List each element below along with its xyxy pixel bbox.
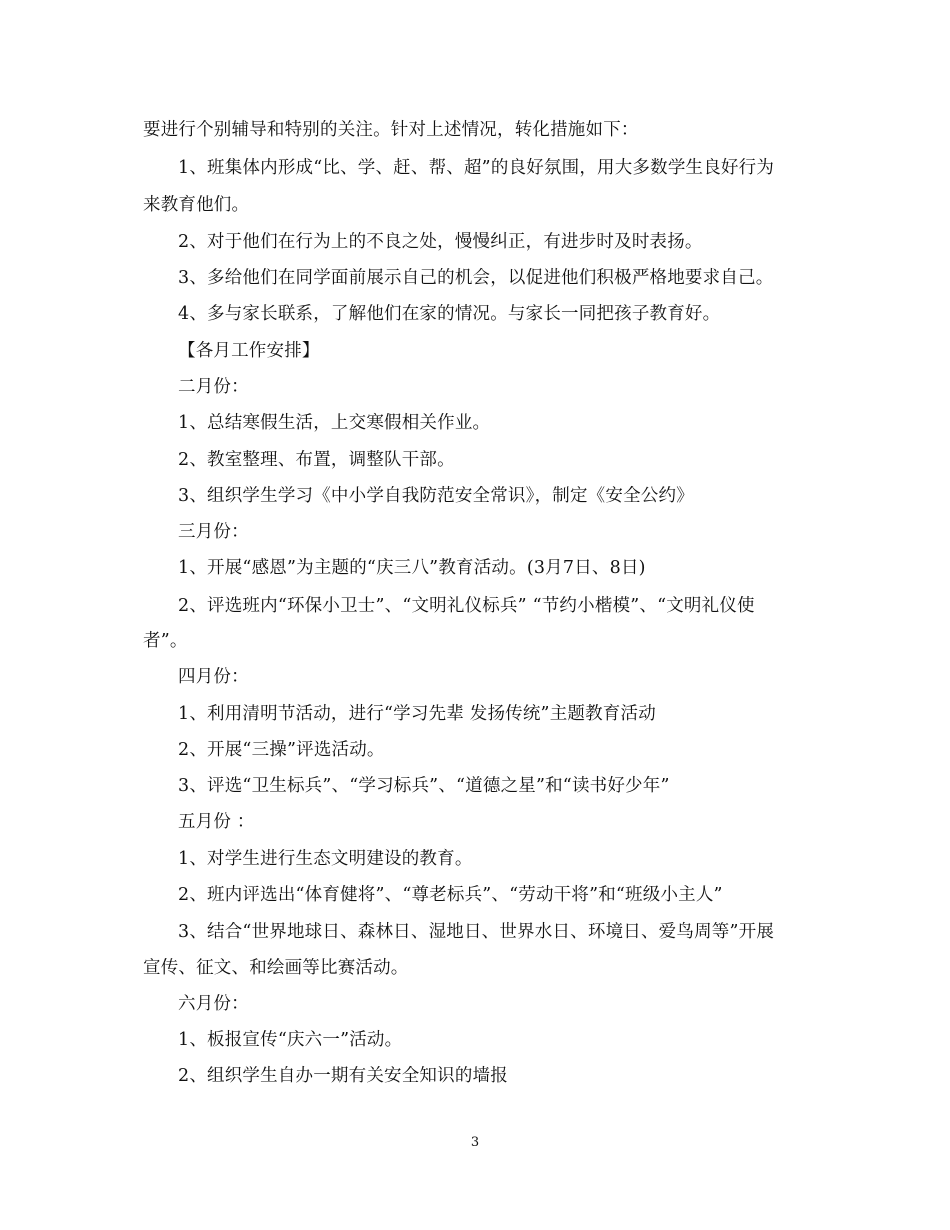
text-line: 宣传、征文、和绘画等比赛活动。 xyxy=(143,958,409,978)
text-line: 来教育他们。 xyxy=(143,195,250,215)
text-line: 2、班内评选出“体育健将”、“尊老标兵”、“劳动干将”和“班级小主人” xyxy=(178,885,723,905)
text-line: 3、组织学生学习《中小学自我防范安全常识》，制定《安全公约》 xyxy=(178,486,694,506)
text-line: 1、对学生进行生态文明建设的教育。 xyxy=(178,849,473,869)
page-number: 3 xyxy=(470,1135,480,1150)
text-line: 者”。 xyxy=(143,631,188,651)
text-line: 3、评选“卫生标兵”、“学习标兵”、“道德之星”和“读书好少年” xyxy=(178,776,670,796)
text-line: 3、多给他们在同学面前展示自己的机会，以促进他们积极严格地要求自己。 xyxy=(178,268,774,288)
month-heading: 六月份： xyxy=(178,994,249,1014)
section-heading: 【各月工作安排】 xyxy=(178,341,320,361)
month-heading: 五月份 ： xyxy=(178,812,255,832)
text-line: 2、教室整理、布置，调整队干部。 xyxy=(178,450,455,470)
text-line: 1、总结寒假生活，上交寒假相关作业。 xyxy=(178,413,491,433)
text-line: 1、板报宣传“庆六一”活动。 xyxy=(178,1030,403,1050)
text-line: 2、对于他们在行为上的不良之处，慢慢纠正，有进步时及时表扬。 xyxy=(178,232,703,252)
text-line: 4、多与家长联系，了解他们在家的情况。与家长一同把孩子教育好。 xyxy=(178,304,721,324)
text-line: 要进行个别辅导和特别的关注。针对上述情况，转化措施如下： xyxy=(143,120,639,140)
text-line: 2、组织学生自办一期有关安全知识的墙报 xyxy=(178,1066,508,1086)
text-line: 1、开展“感恩”为主题的“庆三八”教育活动。(3月7日、8日) xyxy=(178,558,646,578)
text-line: 1、利用清明节活动，进行“学习先辈 发扬传统”主题教育活动 xyxy=(178,704,656,724)
text-line: 2、开展“三操”评选活动。 xyxy=(178,740,385,760)
month-heading: 二月份： xyxy=(178,377,249,397)
text-line: 3、结合“世界地球日、森林日、湿地日、世界水日、环境日、爱鸟周等”开展 xyxy=(178,922,775,942)
month-heading: 三月份： xyxy=(178,522,249,542)
month-heading: 四月份： xyxy=(178,667,249,687)
text-line: 2、评选班内“环保小卫士”、“文明礼仪标兵” “节约小楷模”、“文明礼仪使 xyxy=(178,596,755,616)
text-line: 1、班集体内形成“比、学、赶、帮、超”的良好氛围，用大多数学生良好行为 xyxy=(178,158,775,178)
